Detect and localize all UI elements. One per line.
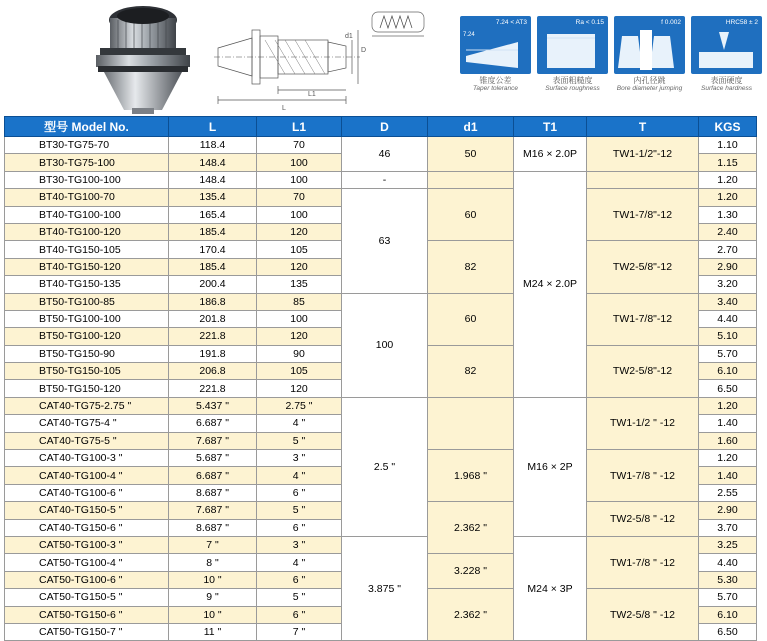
cell-d1: 3.228 " bbox=[428, 554, 514, 589]
cell-l: 6.687 " bbox=[169, 467, 257, 484]
cell-kgs: 5.30 bbox=[699, 571, 757, 588]
table-row bbox=[5, 171, 757, 188]
cell-l: 135.4 bbox=[169, 189, 257, 206]
cell-d1: 2.362 " bbox=[428, 502, 514, 554]
cell-model: CAT50-TG100-6 " bbox=[5, 571, 169, 588]
cell-d: - bbox=[342, 171, 428, 188]
cell-kgs: 2.90 bbox=[699, 502, 757, 519]
cell-kgs: 1.40 bbox=[699, 415, 757, 432]
cell-t: TW2-5/8 " -12 bbox=[587, 502, 699, 537]
cell-kgs: 5.70 bbox=[699, 589, 757, 606]
cell-l: 200.4 bbox=[169, 276, 257, 293]
bore-diameter-icon bbox=[614, 16, 685, 74]
cell-t: TW2-5/8"-12 bbox=[587, 241, 699, 293]
cell-l: 8 " bbox=[169, 554, 257, 571]
cell-l: 8.687 " bbox=[169, 484, 257, 501]
cell-l1: 3 " bbox=[257, 450, 342, 467]
cell-l: 185.4 bbox=[169, 258, 257, 275]
table-row bbox=[5, 293, 757, 310]
cell-model: BT50-TG150-105 bbox=[5, 363, 169, 380]
cell-l: 185.4 bbox=[169, 223, 257, 240]
cell-model: BT40-TG100-70 bbox=[5, 189, 169, 206]
cell-l1: 6 " bbox=[257, 606, 342, 623]
header-t: T bbox=[587, 117, 699, 137]
feature-side-value: 7.24 bbox=[463, 32, 475, 38]
cell-model: CAT50-TG100-3 " bbox=[5, 536, 169, 553]
cell-t: TW1-1/2 " -12 bbox=[587, 397, 699, 449]
cell-l1: 100 bbox=[257, 154, 342, 171]
cell-d1: 82 bbox=[428, 345, 514, 397]
cell-t: TW1-7/8"-12 bbox=[587, 293, 699, 345]
cell-kgs: 1.15 bbox=[699, 154, 757, 171]
cell-model: BT50-TG100-100 bbox=[5, 310, 169, 327]
cell-model: BT40-TG100-120 bbox=[5, 223, 169, 240]
cell-model: BT40-TG100-100 bbox=[5, 206, 169, 223]
cell-l1: 4 " bbox=[257, 554, 342, 571]
cell-l1: 5 " bbox=[257, 589, 342, 606]
cell-l: 221.8 bbox=[169, 328, 257, 345]
cell-d: 2.5 " bbox=[342, 397, 428, 536]
cell-l: 11 " bbox=[169, 623, 257, 640]
cell-l: 5.687 " bbox=[169, 450, 257, 467]
tool-holder-photo bbox=[96, 6, 190, 114]
table-row bbox=[5, 137, 757, 154]
feature-label-cn: 内孔径跳 bbox=[633, 76, 666, 85]
cell-model: BT30-TG75-100 bbox=[5, 154, 169, 171]
header-l: L bbox=[169, 117, 257, 137]
cell-model: CAT50-TG150-7 " bbox=[5, 623, 169, 640]
dim-d-label: D bbox=[361, 47, 367, 54]
feature-surface-hardness bbox=[691, 16, 762, 93]
cell-d: 3.875 " bbox=[342, 536, 428, 640]
cell-l1: 70 bbox=[257, 189, 342, 206]
surface-hardness-icon bbox=[691, 16, 762, 74]
feature-label-en: Surface roughness bbox=[545, 85, 600, 92]
cell-d: 46 bbox=[342, 137, 428, 172]
cell-l: 148.4 bbox=[169, 171, 257, 188]
cell-l: 221.8 bbox=[169, 380, 257, 397]
feature-label-en: Bore diameter jumping bbox=[616, 85, 683, 92]
thread-detail-sketch bbox=[372, 12, 424, 36]
cell-kgs: 4.40 bbox=[699, 554, 757, 571]
cell-l: 7.687 " bbox=[169, 432, 257, 449]
cell-kgs: 3.70 bbox=[699, 519, 757, 536]
cell-l1: 5 " bbox=[257, 502, 342, 519]
feature-label-en: Taper tolerance bbox=[473, 85, 518, 92]
feature-label-cn: 表面硬度 bbox=[710, 76, 743, 85]
cell-l1: 6 " bbox=[257, 571, 342, 588]
feature-value: Ra < 0.15 bbox=[575, 19, 604, 26]
cell-l: 148.4 bbox=[169, 154, 257, 171]
cell-kgs: 2.40 bbox=[699, 223, 757, 240]
header-d1: d1 bbox=[428, 117, 514, 137]
feature-label-cn: 锥度公差 bbox=[479, 76, 512, 85]
cell-l: 7.687 " bbox=[169, 502, 257, 519]
cell-t: TW1-1/2"-12 bbox=[587, 137, 699, 172]
feature-bore-diameter bbox=[614, 16, 685, 93]
cell-t: TW2-5/8 " -12 bbox=[587, 589, 699, 641]
cell-t1: M16 × 2.0P bbox=[514, 137, 587, 172]
cell-t: TW1-7/8 " -12 bbox=[587, 536, 699, 588]
cell-d1 bbox=[428, 397, 514, 449]
cell-t: TW2-5/8"-12 bbox=[587, 345, 699, 397]
table-header bbox=[5, 117, 757, 137]
cell-l: 191.8 bbox=[169, 345, 257, 362]
technical-drawing bbox=[214, 30, 360, 104]
cell-l1: 6 " bbox=[257, 519, 342, 536]
cell-model: CAT40-TG100-6 " bbox=[5, 484, 169, 501]
cell-d1 bbox=[428, 171, 514, 188]
cell-l1: 100 bbox=[257, 206, 342, 223]
cell-d: 100 bbox=[342, 293, 428, 397]
cell-model: CAT40-TG150-5 " bbox=[5, 502, 169, 519]
feature-surface-roughness bbox=[537, 16, 608, 93]
cell-kgs: 1.30 bbox=[699, 206, 757, 223]
feature-value: 7.24 < AT3 bbox=[495, 19, 527, 26]
dim-d1-label: d1 bbox=[345, 33, 353, 40]
dim-l1-label: L1 bbox=[308, 91, 316, 98]
cell-l: 6.687 " bbox=[169, 415, 257, 432]
cell-model: CAT40-TG150-6 " bbox=[5, 519, 169, 536]
cell-l1: 90 bbox=[257, 345, 342, 362]
cell-model: CAT40-TG75-2.75 " bbox=[5, 397, 169, 414]
taper-tolerance-icon bbox=[460, 16, 531, 74]
cell-model: BT50-TG150-90 bbox=[5, 345, 169, 362]
cell-l: 5.437 " bbox=[169, 397, 257, 414]
cell-kgs: 1.20 bbox=[699, 189, 757, 206]
cell-l: 170.4 bbox=[169, 241, 257, 258]
cell-model: BT50-TG100-85 bbox=[5, 293, 169, 310]
cell-kgs: 6.50 bbox=[699, 380, 757, 397]
header-d: D bbox=[342, 117, 428, 137]
cell-kgs: 4.40 bbox=[699, 310, 757, 327]
header-t1: T1 bbox=[514, 117, 587, 137]
cell-l1: 7 " bbox=[257, 623, 342, 640]
cell-kgs: 3.40 bbox=[699, 293, 757, 310]
cell-l: 201.8 bbox=[169, 310, 257, 327]
cell-l: 186.8 bbox=[169, 293, 257, 310]
cell-l1: 100 bbox=[257, 310, 342, 327]
cell-l1: 3 " bbox=[257, 536, 342, 553]
cell-d1: 60 bbox=[428, 293, 514, 345]
cell-kgs: 5.10 bbox=[699, 328, 757, 345]
cell-kgs: 6.10 bbox=[699, 606, 757, 623]
feature-value: HRC58 ± 2 bbox=[725, 19, 758, 26]
cell-l: 206.8 bbox=[169, 363, 257, 380]
cell-kgs: 5.70 bbox=[699, 345, 757, 362]
cell-l1: 6 " bbox=[257, 484, 342, 501]
surface-roughness-icon bbox=[537, 16, 608, 74]
cell-kgs: 1.40 bbox=[699, 467, 757, 484]
cell-d1: 60 bbox=[428, 189, 514, 241]
spec-table bbox=[4, 116, 757, 641]
cell-l1: 4 " bbox=[257, 467, 342, 484]
cell-model: CAT40-TG100-4 " bbox=[5, 467, 169, 484]
cell-kgs: 2.55 bbox=[699, 484, 757, 501]
cell-l1: 4 " bbox=[257, 415, 342, 432]
cell-model: BT30-TG100-100 bbox=[5, 171, 169, 188]
cell-l: 165.4 bbox=[169, 206, 257, 223]
cell-kgs: 1.10 bbox=[699, 137, 757, 154]
header-kgs: KGS bbox=[699, 117, 757, 137]
cell-l1: 120 bbox=[257, 223, 342, 240]
dim-l-label: L bbox=[282, 105, 286, 112]
cell-l1: 2.75 " bbox=[257, 397, 342, 414]
cell-l1: 120 bbox=[257, 258, 342, 275]
cell-kgs: 1.20 bbox=[699, 397, 757, 414]
cell-model: BT40-TG150-120 bbox=[5, 258, 169, 275]
cell-l1: 100 bbox=[257, 171, 342, 188]
cell-kgs: 2.90 bbox=[699, 258, 757, 275]
cell-kgs: 3.25 bbox=[699, 536, 757, 553]
cell-model: BT30-TG75-70 bbox=[5, 137, 169, 154]
cell-kgs: 6.50 bbox=[699, 623, 757, 640]
cell-model: CAT40-TG100-3 " bbox=[5, 450, 169, 467]
table-row bbox=[5, 536, 757, 553]
cell-l1: 135 bbox=[257, 276, 342, 293]
cell-l1: 85 bbox=[257, 293, 342, 310]
product-header bbox=[0, 0, 767, 116]
feature-taper-tolerance bbox=[460, 16, 531, 93]
cell-l: 10 " bbox=[169, 571, 257, 588]
cell-t: TW1-7/8 " -12 bbox=[587, 450, 699, 502]
cell-d1: 50 bbox=[428, 137, 514, 172]
cell-l1: 105 bbox=[257, 363, 342, 380]
cell-l1: 5 " bbox=[257, 432, 342, 449]
table-row bbox=[5, 397, 757, 414]
cell-l1: 120 bbox=[257, 328, 342, 345]
cell-t1: M24 × 2.0P bbox=[514, 171, 587, 397]
cell-l1: 105 bbox=[257, 241, 342, 258]
cell-d1: 1.968 " bbox=[428, 450, 514, 502]
cell-model: BT50-TG100-120 bbox=[5, 328, 169, 345]
feature-label-cn: 表面粗糙度 bbox=[552, 76, 593, 85]
cell-kgs: 6.10 bbox=[699, 363, 757, 380]
cell-kgs: 3.20 bbox=[699, 276, 757, 293]
cell-model: CAT50-TG150-6 " bbox=[5, 606, 169, 623]
cell-model: CAT50-TG100-4 " bbox=[5, 554, 169, 571]
cell-l: 7 " bbox=[169, 536, 257, 553]
cell-kgs: 1.60 bbox=[699, 432, 757, 449]
header-l1: L1 bbox=[257, 117, 342, 137]
cell-d1: 82 bbox=[428, 241, 514, 293]
cell-d1: 2.362 " bbox=[428, 589, 514, 641]
cell-t bbox=[587, 171, 699, 188]
feature-strip bbox=[460, 16, 766, 98]
cell-model: CAT40-TG75-4 " bbox=[5, 415, 169, 432]
table-row bbox=[5, 189, 757, 206]
feature-value: f 0.002 bbox=[661, 19, 681, 26]
cell-kgs: 1.20 bbox=[699, 450, 757, 467]
cell-model: BT40-TG150-105 bbox=[5, 241, 169, 258]
cell-model: CAT50-TG150-5 " bbox=[5, 589, 169, 606]
cell-model: BT50-TG150-120 bbox=[5, 380, 169, 397]
cell-d: 63 bbox=[342, 189, 428, 293]
cell-l: 9 " bbox=[169, 589, 257, 606]
cell-model: BT40-TG150-135 bbox=[5, 276, 169, 293]
cell-l1: 70 bbox=[257, 137, 342, 154]
cell-l: 118.4 bbox=[169, 137, 257, 154]
cell-l: 10 " bbox=[169, 606, 257, 623]
cell-t1: M16 × 2P bbox=[514, 397, 587, 536]
feature-label-en: Surface hardness bbox=[701, 85, 752, 92]
cell-kgs: 1.20 bbox=[699, 171, 757, 188]
cell-t1: M24 × 3P bbox=[514, 536, 587, 640]
cell-kgs: 2.70 bbox=[699, 241, 757, 258]
cell-l: 8.687 " bbox=[169, 519, 257, 536]
header-model: 型号 Model No. bbox=[5, 117, 169, 137]
cell-model: CAT40-TG75-5 " bbox=[5, 432, 169, 449]
cell-l1: 120 bbox=[257, 380, 342, 397]
cell-t: TW1-7/8"-12 bbox=[587, 189, 699, 241]
